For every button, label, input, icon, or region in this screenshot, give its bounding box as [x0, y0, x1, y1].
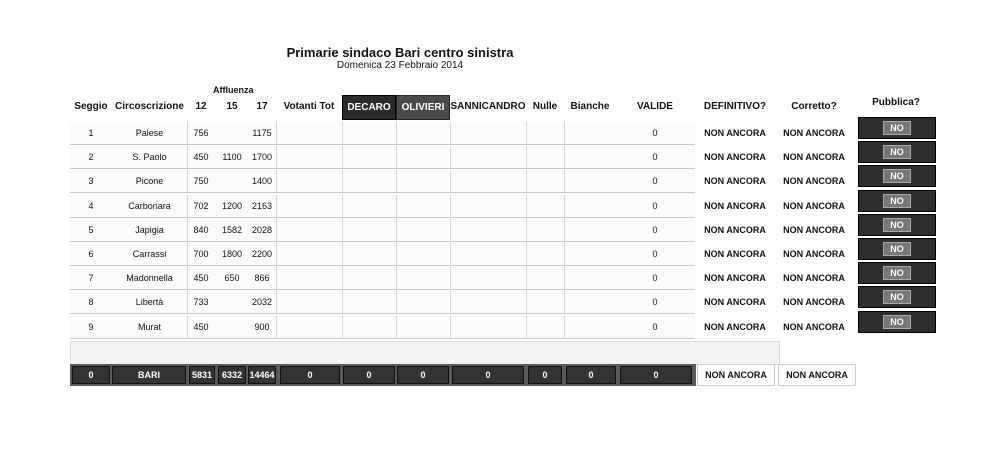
grid-line [187, 291, 188, 313]
cell-seggio: 5 [88, 225, 94, 235]
grid-line [187, 122, 188, 144]
grid-line [564, 267, 565, 289]
grid-line [450, 122, 451, 144]
cell-definitivo: NON ANCORA [704, 297, 766, 307]
grid-line [564, 170, 565, 192]
cell-valide: 0 [652, 273, 658, 283]
grid-line [526, 291, 527, 313]
grid-line [450, 170, 451, 192]
cell-circoscrizione: S. Paolo [132, 152, 167, 162]
cell-12: 450 [193, 273, 209, 283]
pubblica-no-button[interactable] [858, 190, 936, 212]
grid-line [276, 170, 277, 192]
grid-line [564, 243, 565, 265]
cell-seggio: 1 [88, 128, 94, 138]
cell-17: 1175 [252, 128, 272, 138]
cell-definitivo: NON ANCORA [704, 152, 766, 162]
grid-line [342, 316, 343, 338]
grid-line [276, 195, 277, 217]
cell-valide: 0 [652, 225, 658, 235]
total-15: 6332 [218, 366, 246, 384]
cell-corretto: NON ANCORA [783, 273, 845, 283]
header-seggio: Seggio [74, 100, 108, 112]
grid-line [564, 146, 565, 168]
cell-17: 900 [254, 322, 270, 332]
grid-line [564, 219, 565, 241]
total-corretto: NON ANCORA [778, 364, 856, 386]
cell-circoscrizione: Picone [135, 176, 164, 186]
header-votanti: Votanti Tot [283, 100, 335, 112]
cell-definitivo: NON ANCORA [704, 273, 766, 283]
cell-definitivo: NON ANCORA [704, 225, 766, 235]
pubblica-no-button[interactable] [858, 286, 936, 308]
cell-valide: 0 [652, 249, 658, 259]
grid-line [342, 243, 343, 265]
cell-seggio: 7 [88, 273, 94, 283]
cell-15: 1200 [221, 201, 243, 211]
pubblica-label: NO [883, 290, 911, 304]
cell-seggio: 2 [88, 152, 94, 162]
pubblica-label: NO [883, 218, 911, 232]
grid-line [450, 219, 451, 241]
header-circoscrizione: Circoscrizione [115, 100, 184, 112]
grid-line [450, 243, 451, 265]
header-nulle: Nulle [532, 100, 558, 112]
grid-line [342, 291, 343, 313]
cell-valide: 0 [652, 128, 658, 138]
grid-line [276, 243, 277, 265]
grid-line [187, 316, 188, 338]
cell-circoscrizione: Carrassi [132, 249, 167, 259]
grid-line [396, 316, 397, 338]
cell-15: 1100 [222, 152, 242, 162]
cell-seggio: 6 [88, 249, 94, 259]
pubblica-label: NO [883, 315, 911, 329]
cell-definitivo: NON ANCORA [704, 322, 766, 332]
grid-line [187, 195, 188, 217]
grid-line [276, 316, 277, 338]
grid-line [342, 219, 343, 241]
grid-line [276, 267, 277, 289]
header-definitivo: DEFINITIVO? [703, 100, 767, 112]
total-17: 14464 [248, 366, 276, 384]
total-olivieri: 0 [397, 366, 449, 384]
cell-corretto: NON ANCORA [783, 152, 845, 162]
pubblica-label: NO [883, 266, 911, 280]
cell-circoscrizione: Carbonara [128, 201, 171, 211]
cell-17: 2163 [251, 201, 273, 211]
page-subtitle: Domenica 23 Febbraio 2014 [336, 60, 464, 71]
grid-line [276, 291, 277, 313]
grid-line [564, 291, 565, 313]
grid-line [564, 195, 565, 217]
grid-line [187, 267, 188, 289]
cell-15: 650 [224, 273, 240, 283]
grid-line [396, 243, 397, 265]
pubblica-no-button[interactable] [858, 214, 936, 236]
grid-line [526, 243, 527, 265]
total-circoscrizione: BARI [112, 366, 186, 384]
grid-line [187, 170, 188, 192]
cell-12: 700 [193, 249, 209, 259]
pubblica-label: NO [883, 194, 911, 208]
grid-line [396, 195, 397, 217]
header-15: 15 [226, 100, 238, 112]
grid-line [450, 291, 451, 313]
cell-17: 866 [254, 273, 270, 283]
grid-line [276, 219, 277, 241]
cell-17: 1400 [251, 176, 273, 186]
cell-15 [218, 291, 246, 313]
affluenza-label: Affluenza [213, 85, 254, 95]
total-sannicandro: 0 [452, 366, 524, 384]
cell-12: 756 [193, 128, 209, 138]
grid-line [396, 219, 397, 241]
cell-seggio: 4 [88, 201, 94, 211]
cell-12: 450 [193, 322, 209, 332]
grid-line [342, 146, 343, 168]
grid-line [187, 146, 188, 168]
grid-line [396, 122, 397, 144]
cell-circoscrizione: Palese [135, 128, 164, 138]
grid-line [450, 195, 451, 217]
cell-15 [218, 316, 246, 338]
grid-line [450, 316, 451, 338]
cell-circoscrizione: Libertà [135, 297, 164, 307]
total-valide: 0 [620, 366, 692, 384]
grid-line [526, 146, 527, 168]
pubblica-no-button[interactable] [858, 165, 936, 187]
grid-line [342, 122, 343, 144]
header-pubblica: Pubblica? [872, 96, 920, 108]
total-definitivo: NON ANCORA [697, 364, 775, 386]
pubblica-no-button[interactable] [858, 117, 936, 139]
header-12: 12 [195, 100, 207, 112]
cell-valide: 0 [652, 201, 658, 211]
grid-line [526, 195, 527, 217]
header-decaro: DECARO [342, 95, 396, 120]
grid-line [342, 267, 343, 289]
grid-line [526, 170, 527, 192]
pubblica-label: NO [883, 242, 911, 256]
pubblica-label: NO [883, 121, 911, 135]
grid-line [187, 243, 188, 265]
grid-line [526, 267, 527, 289]
grid-line [450, 146, 451, 168]
header-corretto: Corretto? [791, 100, 837, 112]
cell-corretto: NON ANCORA [783, 201, 845, 211]
grid-line [526, 219, 527, 241]
total-nulle: 0 [528, 366, 562, 384]
cell-seggio: 9 [88, 322, 94, 332]
cell-15 [218, 170, 246, 192]
cell-valide: 0 [652, 176, 658, 186]
pubblica-label: NO [883, 145, 911, 159]
total-12: 5831 [189, 366, 215, 384]
cell-corretto: NON ANCORA [783, 297, 845, 307]
total-seggio: 0 [72, 366, 110, 384]
total-bianche: 0 [566, 366, 616, 384]
grid-line [396, 291, 397, 313]
cell-12: 450 [193, 152, 209, 162]
cell-circoscrizione: Japigia [135, 225, 164, 235]
cell-definitivo: NON ANCORA [704, 201, 766, 211]
pubblica-no-button[interactable] [858, 238, 936, 260]
grid-line [342, 195, 343, 217]
pubblica-label: NO [883, 169, 911, 183]
pubblica-no-button[interactable] [858, 311, 936, 333]
cell-corretto: NON ANCORA [783, 128, 845, 138]
header-valide: VALIDE [637, 100, 673, 112]
grid-line [564, 316, 565, 338]
cell-17: 2200 [251, 249, 273, 259]
cell-12: 750 [193, 176, 209, 186]
cell-corretto: NON ANCORA [783, 249, 845, 259]
grid-line [276, 122, 277, 144]
header-17: 17 [256, 100, 268, 112]
pubblica-no-button[interactable] [858, 262, 936, 284]
cell-seggio: 3 [88, 176, 94, 186]
cell-seggio: 8 [88, 297, 94, 307]
cell-corretto: NON ANCORA [783, 322, 845, 332]
grid-line [450, 267, 451, 289]
cell-15 [218, 122, 246, 144]
total-decaro: 0 [343, 366, 395, 384]
grid-line [396, 146, 397, 168]
header-sannicandro: SANNICANDRO [450, 100, 526, 112]
cell-15: 1800 [221, 249, 243, 259]
cell-15: 1582 [221, 225, 243, 235]
cell-17: 2028 [251, 225, 273, 235]
cell-definitivo: NON ANCORA [704, 249, 766, 259]
grid-line [564, 122, 565, 144]
cell-circoscrizione: Murat [137, 322, 161, 332]
cell-valide: 0 [652, 152, 658, 162]
cell-12: 702 [193, 201, 209, 211]
grid-line [396, 170, 397, 192]
cell-17: 1700 [251, 152, 273, 162]
cell-valide: 0 [652, 297, 658, 307]
cell-17: 2032 [251, 297, 273, 307]
grid-line [526, 122, 527, 144]
cell-valide: 0 [652, 322, 658, 332]
cell-12: 733 [193, 297, 209, 307]
cell-circoscrizione: Madonnella [126, 273, 173, 283]
page-title: Primarie sindaco Bari centro sinistra [286, 45, 514, 60]
spacer-bar [70, 341, 780, 365]
header-olivieri: OLIVIERI [396, 95, 450, 120]
grid-line [342, 170, 343, 192]
cell-corretto: NON ANCORA [783, 225, 845, 235]
cell-definitivo: NON ANCORA [704, 176, 766, 186]
grid-line [396, 267, 397, 289]
header-bianche: Bianche [570, 100, 610, 112]
grid-line [526, 316, 527, 338]
cell-corretto: NON ANCORA [783, 176, 845, 186]
pubblica-no-button[interactable] [858, 141, 936, 163]
grid-line [187, 219, 188, 241]
grid-line [276, 146, 277, 168]
cell-definitivo: NON ANCORA [704, 128, 766, 138]
cell-12: 840 [193, 225, 209, 235]
total-votanti: 0 [280, 366, 340, 384]
